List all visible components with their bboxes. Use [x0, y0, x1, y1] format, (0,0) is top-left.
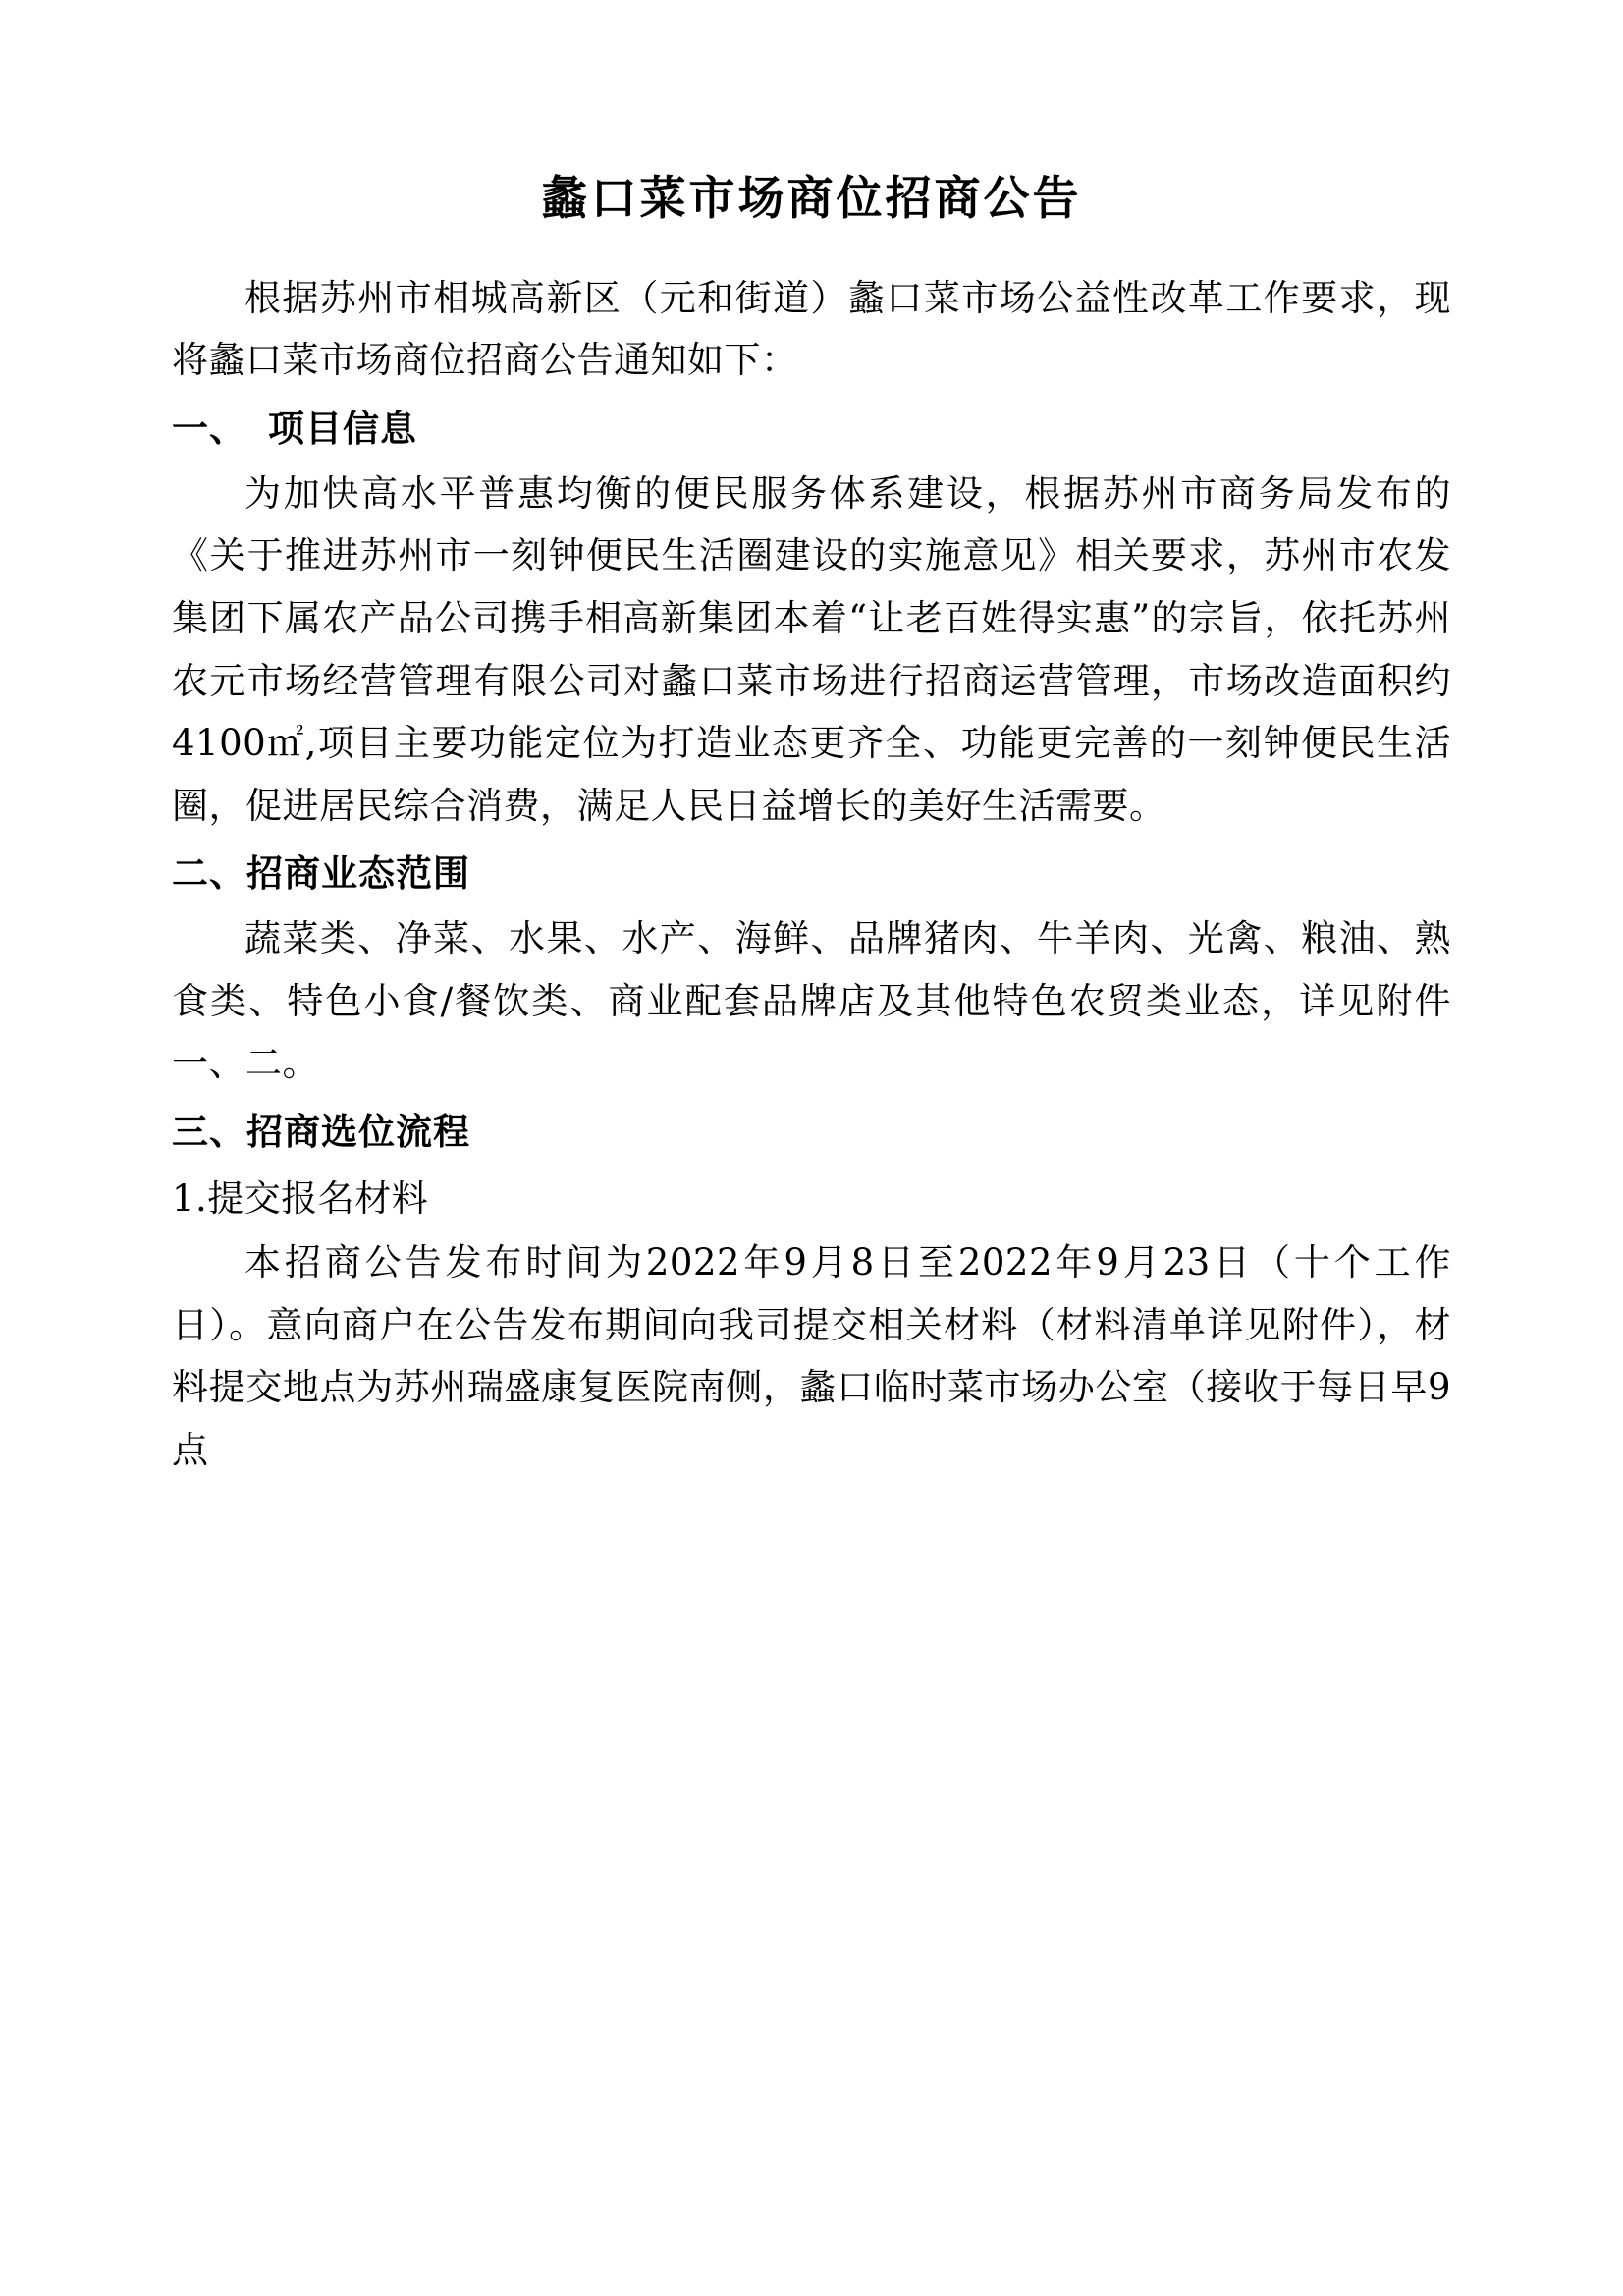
section-number-1: 一、 [172, 407, 246, 451]
section-body-1: 为加快高水平普惠均衡的便民服务体系建设，根据苏州市商务局发布的《关于推进苏州市一刻钟便民生活圈建设的实施意见》相关要求，苏州市农发集团下属农产品公司携手相高新集团本着“让老百姓得实惠”的宗旨，依托苏州农元市场经营管理有限公司对蠡口菜市场进行招商运营管理，市场改造面积约4100㎡,项目主要功能定位为打造业态更齐全、功能更完善的一刻钟便民生活圈，促进居民综合消费，满足人民日益增长的美好生活需要。 [172, 471, 1451, 827]
section-subheading-3-1: 1.提交报名材料 [172, 1176, 429, 1220]
section-heading-3 [172, 1101, 1451, 1164]
section-title-3: 招商选位流程 [246, 1109, 470, 1153]
section-heading-1 [172, 398, 1451, 461]
section-body-2: 蔬菜类、净菜、水果、水产、海鲜、品牌猪肉、牛羊肉、光禽、粮油、熟食类、特色小食/餐饮类、商业配套品牌店及其他特色农贸类业态，详见附件一、二。 [172, 917, 1451, 1085]
section-number-3: 三、 [172, 1109, 246, 1153]
section-number-2: 二、 [172, 851, 246, 896]
document-title: 蠡口菜市场商位招商公告 [541, 172, 1082, 226]
section-body-3: 本招商公告发布时间为2022年9月8日至2022年9月23日（十个工作日）。意向商户在公告发布期间向我司提交相关材料（材料清单详见附件），材料提交地点为苏州瑞盛康复医院南侧，蠡口临时菜市场办公室（接收于每日早9点 [172, 1241, 1451, 1472]
intro-paragraph: 根据苏州市相城高新区（元和街道）蠡口菜市场公益性改革工作要求，现将蠡口菜市场商位招商公告通知如下： [172, 276, 1451, 382]
section-title-1: 项目信息 [268, 407, 417, 451]
section-heading-2 [172, 843, 1451, 905]
section-title-2: 招商业态范围 [246, 851, 470, 896]
